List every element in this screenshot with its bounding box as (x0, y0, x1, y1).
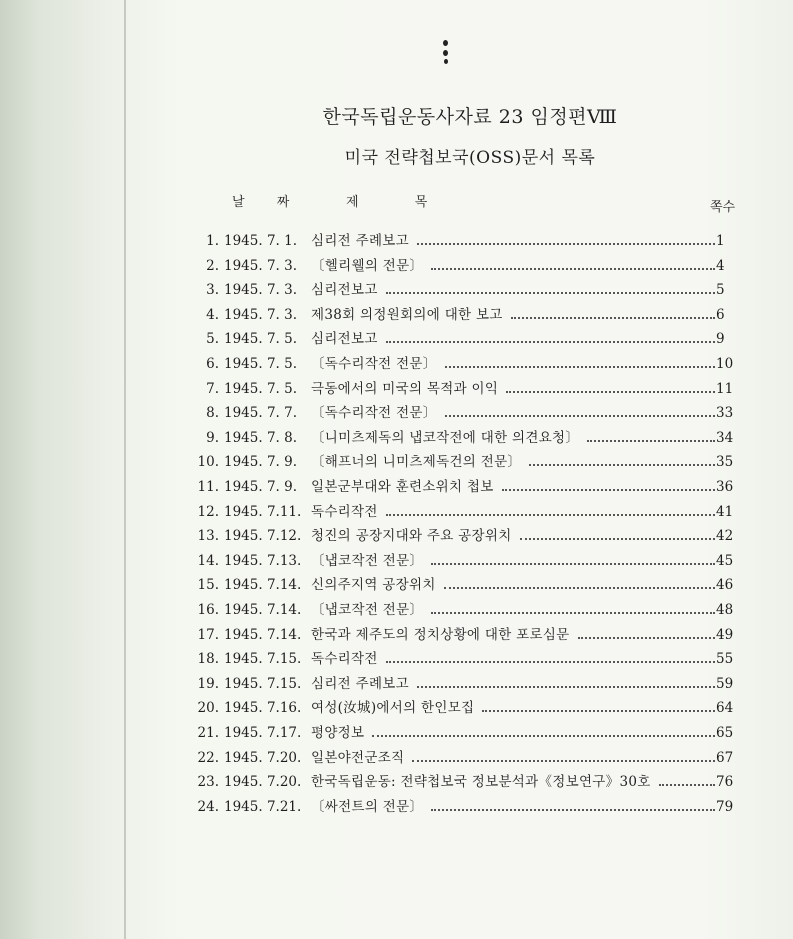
entry-page: 9 (716, 331, 725, 348)
dot-leader (506, 391, 715, 393)
entry-page: 41 (716, 503, 734, 520)
entry-title: 〔독수리작전 전문〕 (311, 356, 437, 372)
entry-page: 45 (716, 552, 734, 569)
list-item (0, 475, 793, 499)
entry-number: 18. (197, 651, 219, 668)
entry-number: 14. (197, 552, 219, 569)
dot-leader (578, 637, 715, 639)
entry-date: 1945. 7. 5. (224, 380, 297, 397)
entry-date: 1945. 7.14. (224, 602, 302, 618)
entry-title: 청진의 공장지대와 주요 공장위치 (311, 528, 512, 545)
entry-page: 64 (716, 700, 734, 717)
entry-page: 46 (716, 577, 734, 594)
entry-number: 6. (206, 356, 219, 372)
entry-date: 1945. 7.15. (224, 675, 302, 692)
column-header-title: 제 목 (346, 195, 454, 210)
entry-page: 49 (716, 626, 734, 643)
document-subtitle: 미국 전략첩보국(OSS)문서 목록 (344, 148, 596, 168)
entry-page: 79 (716, 798, 734, 815)
entry-title: 독수리작전 (311, 503, 378, 520)
entry-number: 21. (197, 725, 219, 741)
entry-title: 〔니미츠제독의 냅코작전에 대한 의견요청〕 (311, 429, 580, 446)
dot-leader (587, 440, 715, 442)
entry-title: 평양정보 (311, 725, 365, 741)
entry-date: 1945. 7. 3. (224, 257, 297, 274)
entry-number: 11. (197, 479, 219, 495)
dot-leader (520, 538, 715, 540)
dot-leader (372, 735, 715, 737)
entry-number: 7. (206, 380, 219, 397)
entry-page: 35 (716, 454, 734, 471)
dot-leader (417, 243, 715, 245)
list-item (0, 623, 793, 647)
entry-date: 1945. 7.11. (224, 503, 302, 520)
entry-page: 1 (716, 233, 725, 249)
dot-leader (417, 686, 715, 688)
entry-date: 1945. 7. 3. (224, 282, 297, 299)
entry-number: 8. (206, 405, 219, 422)
list-item (0, 598, 793, 622)
list-item (0, 770, 793, 794)
list-item (0, 524, 793, 548)
entry-number: 12. (197, 503, 219, 520)
list-item (0, 746, 793, 770)
entry-title: 〔해프너의 니미츠제독건의 전문〕 (311, 454, 522, 471)
list-item (0, 303, 793, 327)
entry-title: 여성(汝城)에서의 한인모집 (311, 700, 475, 717)
entry-number: 24. (197, 798, 219, 815)
entry-title: 〔헬리웰의 전문〕 (311, 257, 424, 274)
list-item (0, 278, 793, 302)
dot-leader (386, 514, 715, 516)
dot-leader (502, 489, 715, 491)
entry-page: 65 (716, 725, 734, 741)
entry-title: 신의주지역 공장위치 (311, 577, 436, 594)
entry-date: 1945. 7. 3. (224, 306, 297, 323)
dot-leader (482, 710, 715, 712)
dot-leader (386, 341, 715, 343)
entry-title: 극동에서의 미국의 목적과 이익 (311, 380, 499, 397)
entry-title: 일본군부대와 훈련소위치 첩보 (311, 479, 494, 495)
entry-number: 3. (206, 282, 219, 299)
list-item (0, 327, 793, 351)
entry-title: 〔싸전트의 전문〕 (311, 798, 424, 815)
page-mark (441, 40, 451, 66)
entry-page: 36 (716, 479, 734, 495)
entry-page: 76 (716, 774, 734, 791)
dot-leader (445, 415, 715, 417)
entry-page: 6 (716, 306, 725, 323)
entry-number: 23. (197, 774, 219, 791)
entry-page: 59 (716, 675, 734, 692)
dot-leader (444, 587, 715, 589)
entry-date: 1945. 7.13. (224, 552, 302, 569)
list-item (0, 450, 793, 474)
entry-title: 심리전보고 (311, 331, 378, 348)
entry-page: 5 (716, 282, 725, 299)
list-item (0, 795, 793, 819)
list-item (0, 377, 793, 401)
list-item (0, 254, 793, 278)
dot-leader (431, 563, 715, 565)
entry-number: 1. (206, 233, 219, 249)
list-item (0, 721, 793, 745)
entry-number: 20. (197, 700, 219, 717)
entry-date: 1945. 7.14. (224, 626, 302, 643)
entry-date: 1945. 7. 7. (224, 405, 297, 422)
entry-title: 심리전보고 (311, 282, 378, 299)
column-header-page: 쪽수 (710, 200, 736, 215)
list-item (0, 500, 793, 524)
list-item (0, 426, 793, 450)
entry-number: 22. (197, 749, 219, 766)
entry-number: 4. (206, 306, 219, 323)
entry-page: 11 (716, 380, 734, 397)
entry-number: 13. (197, 528, 219, 545)
list-item (0, 573, 793, 597)
entry-title: 〔냅코작전 전문〕 (311, 602, 424, 618)
entry-title: 독수리작전 (311, 651, 378, 668)
entry-number: 5. (206, 331, 219, 348)
entry-title: 제38회 의정원회의에 대한 보고 (311, 306, 503, 323)
entry-date: 1945. 7.12. (224, 528, 302, 545)
entry-page: 67 (716, 749, 734, 766)
entry-date: 1945. 7.15. (224, 651, 302, 668)
dot-leader (659, 784, 715, 786)
entry-number: 16. (197, 602, 219, 618)
dot-leader (431, 612, 715, 614)
entry-number: 9. (206, 429, 219, 446)
dot-leader (386, 292, 715, 294)
entry-number: 15. (197, 577, 219, 594)
dot-leader (386, 661, 715, 663)
list-item (0, 549, 793, 573)
entry-date: 1945. 7. 1. (224, 233, 297, 249)
entry-date: 1945. 7.16. (224, 700, 302, 717)
entry-page: 42 (716, 528, 734, 545)
entry-title: 〔냅코작전 전문〕 (311, 552, 424, 569)
entry-page: 10 (716, 356, 734, 372)
entry-title: 한국독립운동: 전략첩보국 정보분석과《정보연구》30호 (311, 774, 651, 791)
entry-date: 1945. 7.20. (224, 749, 302, 766)
entry-title: 일본야전군조직 (311, 749, 405, 766)
document-title: 한국독립운동사자료 23 임정편Ⅷ (322, 106, 618, 128)
entry-title: 심리전 주례보고 (311, 233, 409, 249)
dot-leader (445, 366, 715, 368)
dot-leader (431, 268, 715, 270)
list-item (0, 647, 793, 671)
list-item (0, 672, 793, 696)
entry-page: 55 (716, 651, 734, 668)
list-item (0, 229, 793, 253)
entry-title: 〔독수리작전 전문〕 (311, 405, 437, 422)
entry-page: 34 (716, 429, 734, 446)
entry-number: 19. (197, 675, 219, 692)
entry-date: 1945. 7.17. (224, 725, 302, 741)
list-item (0, 401, 793, 425)
entry-number: 10. (197, 454, 219, 471)
dot-leader (431, 809, 715, 811)
entry-date: 1945. 7. 9. (224, 479, 297, 495)
dot-leader (511, 317, 715, 319)
entry-page: 48 (716, 602, 734, 618)
dot-leader (529, 464, 715, 466)
list-item (0, 352, 793, 376)
entry-date: 1945. 7. 8. (224, 429, 297, 446)
entry-title: 심리전 주례보고 (311, 675, 409, 692)
entry-number: 2. (206, 257, 219, 274)
entry-date: 1945. 7.21. (224, 798, 302, 815)
entry-title: 한국과 제주도의 정치상황에 대한 포로심문 (311, 626, 570, 643)
column-header-date: 날 짜 (232, 195, 304, 210)
list-item (0, 696, 793, 720)
dot-leader (412, 760, 715, 762)
entry-page: 33 (716, 405, 734, 422)
entry-date: 1945. 7.20. (224, 774, 302, 791)
entry-date: 1945. 7. 9. (224, 454, 297, 471)
entry-date: 1945. 7.14. (224, 577, 302, 594)
entry-date: 1945. 7. 5. (224, 356, 297, 372)
entry-date: 1945. 7. 5. (224, 331, 297, 348)
entry-page: 4 (716, 257, 725, 274)
entry-number: 17. (197, 626, 219, 643)
